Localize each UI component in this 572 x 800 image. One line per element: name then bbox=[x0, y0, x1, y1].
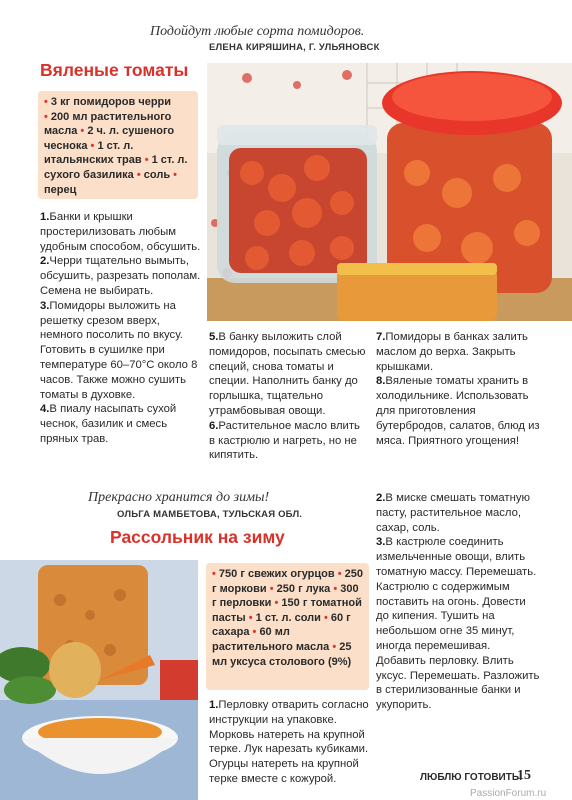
recipe2-author: ОЛЬГА МАМБЕТОВА, ТУЛЬСКАЯ ОБЛ. bbox=[117, 509, 303, 520]
ingredient: 250 г лука bbox=[276, 582, 331, 595]
step: 7.Помидоры в банках залить маслом до верха. Закрыть крышками. bbox=[376, 331, 528, 373]
ingredient: 60 мл растительного масла bbox=[212, 626, 330, 653]
step: 1.Перловку отварить согласно инструкции на упаковке. Морковь натереть на крупной терке. Лук нарезать кубиками. Огурцы натереть на крупной терке вместе с кожурой. bbox=[209, 699, 369, 785]
recipe1-steps-col1 bbox=[40, 210, 203, 447]
dried-tomatoes-jars-photo bbox=[207, 63, 572, 321]
ingredient: 3 кг помидоров черри bbox=[50, 96, 172, 108]
step: 2.Черри тщательно вымыть, обсушить, разрезать пополам. Семена не выбирать. bbox=[40, 255, 201, 297]
ingredient: соль bbox=[143, 168, 171, 181]
ingredient: 2 ч. л. сушеного чеснока bbox=[44, 125, 175, 152]
step: 5.В банку выложить слой помидоров, посыпать смесью специй, снова томаты и специи. Наполнить банку до горлышка, тщательно утрамбовывая овощи. bbox=[209, 331, 366, 417]
ingredient: 750 г свежих огурцов bbox=[218, 568, 335, 580]
recipe1-author: ЕЛЕНА КИРЯШИНА, Г. УЛЬЯНОВСК bbox=[209, 42, 380, 53]
ingredient: 250 г моркови bbox=[212, 568, 363, 595]
ingredient: 60 г сахара bbox=[212, 611, 351, 639]
step: 6.Растительное масло влить в кастрюлю и нагреть, но не кипятить. bbox=[209, 419, 360, 462]
page-number: 15 bbox=[517, 768, 531, 783]
ingredient: 1 ст. л. итальянских трав bbox=[44, 139, 142, 167]
recipe1-steps-col3 bbox=[376, 330, 541, 448]
rassolnik-photo bbox=[0, 560, 198, 800]
step: 3.Помидоры выложить на решетку срезом вверх, немного посолить по вкусу. Готовить в сушилке при температуре 60–70°C около 8 часов. Также можно сушить томаты в духовке. bbox=[40, 299, 198, 401]
recipe1-steps-col2 bbox=[209, 330, 369, 463]
recipe2-title: Рассольник на зиму bbox=[110, 527, 285, 547]
step: 2.В миске смешать томатную пасту, растительное масло, сахар, соль. bbox=[376, 492, 530, 534]
recipe1-title: Вяленые томаты bbox=[40, 60, 189, 80]
ingredient: 1 ст. л. соли bbox=[255, 611, 321, 624]
recipe2-steps-col2 bbox=[209, 698, 369, 787]
recipe1-ingredients: • 3 кг помидоров черри • 200 мл растительного масла • 2 ч. л. сушеного чеснока • 1 ст. л. итальянских трав • 1 ст. л. сухого базилика • соль • перец bbox=[38, 91, 198, 199]
ingredient: 25 мл уксуса столового (9%) bbox=[212, 640, 352, 668]
ingredient: 300 г перловки bbox=[212, 582, 359, 610]
ingredient: 1 ст. л. сухого базилика bbox=[44, 154, 188, 181]
recipe2-tagline: Прекрасно хранится до зимы! bbox=[88, 490, 270, 505]
step: 3.В кастрюле соединить измельченные овощи, влить томатную массу. Перемешать. Кастрюлю с содержимым поставить на огонь. Довести до кипения. Тушить на небольшом огне 35 минут, иногда перемешивая. Добавить перловку. Влить уксус. Перемешать. Разложить в стерилизованные банки и укупорить. bbox=[376, 536, 540, 712]
ingredient: 150 г томатной пасты bbox=[212, 597, 362, 624]
step: 8.Вяленые томаты хранить в холодильнике. Использовать для приготовления бутербродов, салатов, блюд из мяса. Приятного угощения! bbox=[376, 375, 540, 447]
watermark: PassionForum.ru bbox=[470, 788, 547, 799]
recipe2-ingredients: • 750 г свежих огурцов • 250 г моркови • 250 г лука • 300 г перловки • 150 г томатной пасты • 1 ст. л. соли • 60 г сахара • 60 мл растительного масла • 25 мл уксуса столового (9%) bbox=[206, 563, 369, 690]
step: 1.Банки и крышки простерилизовать любым удобным способом, обсушить. bbox=[40, 211, 201, 253]
magazine-name: ЛЮБЛЮ ГОТОВИТЬ! bbox=[420, 772, 523, 783]
ingredient: 200 мл растительного масла bbox=[44, 110, 172, 138]
step: 4.В пиалу насыпать сухой чеснок, базилик и смесь пряных трав. bbox=[40, 403, 177, 445]
recipe1-tagline: Подойдут любые сорта помидоров. bbox=[150, 24, 365, 39]
ingredient: перец bbox=[44, 183, 77, 196]
recipe2-steps-col3 bbox=[376, 491, 541, 713]
